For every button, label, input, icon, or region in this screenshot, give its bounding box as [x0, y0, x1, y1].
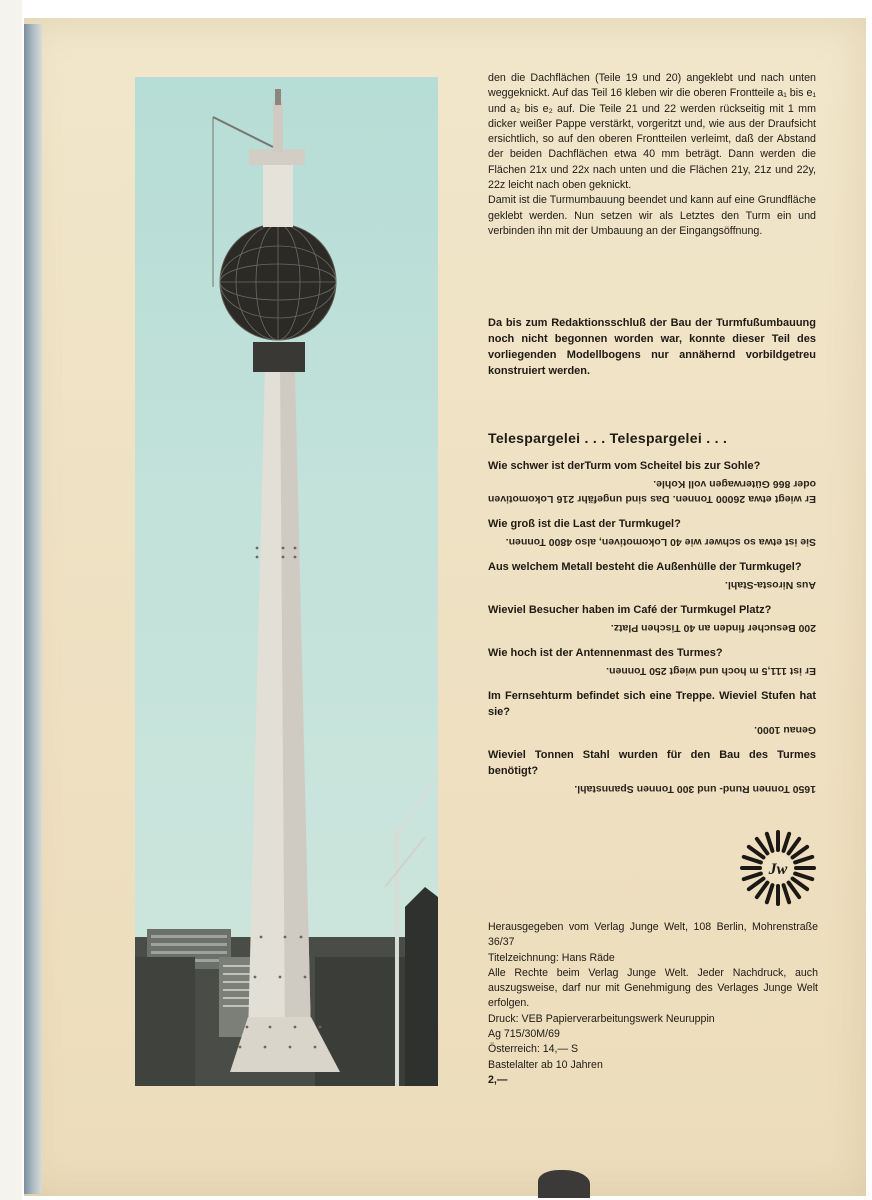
quiz-question: Wieviel Tonnen Stahl wurden für den Bau des Turmes benötigt? [488, 749, 816, 777]
logo-ray [757, 839, 768, 854]
booklet-spine [24, 24, 42, 1194]
quiz-answer-upside-down: 200 Besucher finden an 40 Tischen Platz. [610, 622, 816, 634]
quiz-question: Wie groß ist die Last der Turmkugel? [488, 518, 681, 530]
quiz-question: Aus welchem Metall besteht die Außenhülle der Turmkugel? [488, 561, 802, 573]
imprint-price: 2,— [488, 1073, 508, 1086]
logo-ray [749, 879, 764, 890]
logo-ray [757, 883, 768, 898]
quiz-answer-upside-down: Er wiegt etwa 26000 Tonnen. Das sind ungefähr 216 Lokomotiven oder 866 Güterwagen voll Kohle. [488, 478, 816, 505]
imprint-rights: Alle Rechte beim Verlag Junge Welt. Jeder Nachdruck, auch auszugsweise, darf nur mit Genehmigung des Verlages Junge Welt erfolgen. [488, 966, 818, 1010]
logo-ray [793, 879, 808, 890]
editorial-notice: Da bis zum Redaktionsschluß der Bau der Turmfußumbauung noch nicht begonnen worden war, konnte dieser Teil des vorliegenden Modellbogens nur annähernd vorbildgetreu konstruiert werden. [488, 317, 816, 377]
quiz-answer-upside-down: Er ist 111,5 m hoch und wiegt 250 Tonnen. [606, 665, 816, 677]
logo-ray [749, 847, 764, 858]
imprint [488, 920, 818, 1088]
logo-ray [789, 839, 800, 854]
quiz-item [488, 516, 816, 549]
logo-letters: Jw [768, 861, 788, 878]
tv-tower-photo [135, 77, 438, 1086]
intro-paragraph-1: den die Dachflächen (Teile 19 und 20) angeklebt und nach unten weggeknickt. Auf das Teil 16 kleben wir die oberen Frontteile a₁ bis e₁ und a₂ bis e₂ auf. Die Teile 21 und 22 werden rückseitig mit 1 mm dicker weißer Pappe verstärkt, vorgeritzt und, wie aus der Draufsicht ersichtlich, so auf den oberen Frontteilen verleimt, daß der Abstand der beiden Dachflächen etwa 40 mm beträgt. Dann werden die Flächen 21x und 22x nach unten und die Flächen 21y, 21z und 22y, 22z leicht nach oben geknickt. [488, 72, 816, 192]
imprint-title-drawing: Titelzeichnung: Hans Räde [488, 951, 615, 964]
imprint-print: Druck: VEB Papierverarbeitungswerk Neuruppin [488, 1012, 715, 1025]
quiz-item [488, 559, 816, 592]
logo-ray [789, 883, 800, 898]
quiz-heading: Telespargelei . . . Telespargelei . . . [488, 430, 728, 446]
quiz-answer-upside-down: Sie ist etwa so schwer wie 40 Lokomotiven, also 4800 Tonnen. [505, 536, 816, 548]
imprint-publisher: Herausgegeben vom Verlag Junge Welt, 108 Berlin, Mohrenstraße 36/37 [488, 921, 818, 949]
logo-ray [767, 834, 773, 851]
logo-ray [784, 834, 790, 851]
quiz-list [488, 458, 816, 806]
junge-welt-logo [740, 830, 816, 906]
quiz-item [488, 458, 816, 506]
logo-ray [793, 847, 808, 858]
quiz-question: Wieviel Besucher haben im Café der Turmkugel Platz? [488, 604, 772, 616]
quiz-answer-upside-down: Genau 1000. [754, 724, 816, 736]
imprint-age: Bastelalter ab 10 Jahren [488, 1058, 603, 1071]
quiz-question: Im Fernsehturm befindet sich eine Treppe. Wieviel Stufen hat sie? [488, 690, 816, 718]
logo-ray [767, 885, 773, 902]
imprint-austria-price: Österreich: 14,— S [488, 1043, 579, 1056]
intro-text [488, 71, 816, 239]
page-tear [538, 1170, 590, 1198]
quiz-item [488, 688, 816, 737]
quiz-question: Wie hoch ist der Antennenmast des Turmes? [488, 647, 723, 659]
logo-ray [795, 857, 812, 863]
scan-background [0, 0, 22, 1200]
intro-paragraph-2: Damit ist die Turmumbauung beendet und kann auf eine Grundfläche geklebt werden. Nun setzen wir als Letztes den Turm ein und verbinden ihn mit der Umbauung an der Eingangsöffnung. [488, 194, 816, 237]
logo-ray [744, 857, 761, 863]
quiz-item [488, 602, 816, 635]
logo-ray [795, 874, 812, 880]
logo-ray [784, 885, 790, 902]
quiz-item [488, 747, 816, 796]
quiz-answer-upside-down: Aus Nirosta-Stahl. [724, 579, 816, 591]
logo-ray [744, 874, 761, 880]
quiz-item [488, 645, 816, 678]
quiz-answer-upside-down: 1650 Tonnen Rund- und 300 Tonnen Spannstahl. [574, 783, 816, 795]
quiz-question: Wie schwer ist derTurm vom Scheitel bis zur Sohle? [488, 460, 761, 472]
imprint-ag-number: Ag 715/30M/69 [488, 1028, 560, 1041]
